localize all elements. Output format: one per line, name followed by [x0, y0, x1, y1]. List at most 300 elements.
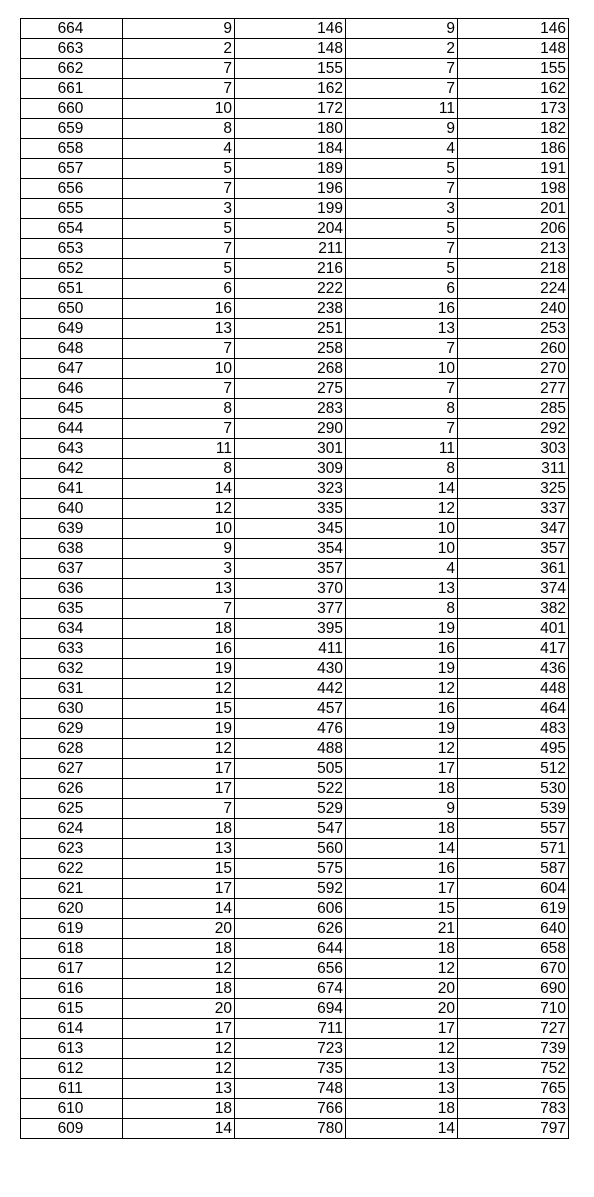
count-cell: 8	[123, 119, 235, 139]
cumulative-count-cell: 148	[235, 39, 346, 59]
count-cell: 18	[123, 619, 235, 639]
cumulative-count-cell-2: 448	[458, 679, 569, 699]
table-row	[21, 719, 569, 739]
cumulative-count-cell-2: 270	[458, 359, 569, 379]
cumulative-count-cell-2: 224	[458, 279, 569, 299]
count-cell: 7	[123, 799, 235, 819]
cumulative-count-cell: 430	[235, 659, 346, 679]
cumulative-count-cell: 560	[235, 839, 346, 859]
cumulative-count-cell: 258	[235, 339, 346, 359]
cumulative-count-cell-2: 710	[458, 999, 569, 1019]
cumulative-count-cell: 155	[235, 59, 346, 79]
cumulative-count-cell: 606	[235, 899, 346, 919]
table-row	[21, 39, 569, 59]
count-cell: 7	[123, 179, 235, 199]
table-row	[21, 999, 569, 1019]
cumulative-count-cell-2: 557	[458, 819, 569, 839]
table-row	[21, 939, 569, 959]
count-cell: 13	[123, 1079, 235, 1099]
cumulative-count-cell: 268	[235, 359, 346, 379]
cumulative-count-cell: 251	[235, 319, 346, 339]
cumulative-count-cell: 780	[235, 1119, 346, 1139]
cumulative-count-cell: 488	[235, 739, 346, 759]
cumulative-count-cell-2: 186	[458, 139, 569, 159]
cumulative-count-cell-2: 436	[458, 659, 569, 679]
count-cell-2: 8	[346, 459, 458, 479]
cumulative-count-cell-2: 530	[458, 779, 569, 799]
cumulative-count-cell: 370	[235, 579, 346, 599]
count-cell: 5	[123, 259, 235, 279]
count-cell-2: 8	[346, 599, 458, 619]
score-cell: 656	[21, 179, 123, 199]
table-row	[21, 499, 569, 519]
count-cell-2: 11	[346, 99, 458, 119]
cumulative-count-cell: 547	[235, 819, 346, 839]
table-row	[21, 1119, 569, 1139]
cumulative-count-cell-2: 148	[458, 39, 569, 59]
cumulative-count-cell: 189	[235, 159, 346, 179]
count-cell-2: 7	[346, 419, 458, 439]
count-cell-2: 19	[346, 719, 458, 739]
cumulative-count-cell: 395	[235, 619, 346, 639]
cumulative-count-cell: 172	[235, 99, 346, 119]
count-cell: 20	[123, 919, 235, 939]
score-cell: 636	[21, 579, 123, 599]
table-row	[21, 159, 569, 179]
count-cell: 17	[123, 759, 235, 779]
table-row	[21, 179, 569, 199]
cumulative-count-cell-2: 285	[458, 399, 569, 419]
count-cell-2: 7	[346, 239, 458, 259]
count-cell-2: 2	[346, 39, 458, 59]
cumulative-count-cell: 505	[235, 759, 346, 779]
score-cell: 639	[21, 519, 123, 539]
count-cell-2: 12	[346, 959, 458, 979]
table-row	[21, 419, 569, 439]
count-cell-2: 7	[346, 339, 458, 359]
table-row	[21, 99, 569, 119]
score-cell: 638	[21, 539, 123, 559]
score-cell: 653	[21, 239, 123, 259]
count-cell: 18	[123, 1099, 235, 1119]
cumulative-count-cell: 522	[235, 779, 346, 799]
count-cell-2: 18	[346, 779, 458, 799]
score-cell: 641	[21, 479, 123, 499]
count-cell-2: 16	[346, 859, 458, 879]
cumulative-count-cell: 335	[235, 499, 346, 519]
cumulative-count-cell-2: 401	[458, 619, 569, 639]
count-cell-2: 13	[346, 319, 458, 339]
count-cell-2: 7	[346, 79, 458, 99]
count-cell-2: 11	[346, 439, 458, 459]
count-cell-2: 12	[346, 499, 458, 519]
cumulative-count-cell-2: 325	[458, 479, 569, 499]
count-cell: 7	[123, 419, 235, 439]
table-row	[21, 599, 569, 619]
score-cell: 616	[21, 979, 123, 999]
cumulative-count-cell-2: 218	[458, 259, 569, 279]
count-cell-2: 12	[346, 679, 458, 699]
count-cell: 2	[123, 39, 235, 59]
table-row	[21, 119, 569, 139]
count-cell: 6	[123, 279, 235, 299]
score-cell: 627	[21, 759, 123, 779]
count-cell: 12	[123, 1059, 235, 1079]
cumulative-count-cell: 301	[235, 439, 346, 459]
cumulative-count-cell-2: 670	[458, 959, 569, 979]
cumulative-count-cell: 377	[235, 599, 346, 619]
count-cell: 16	[123, 299, 235, 319]
cumulative-count-cell-2: 155	[458, 59, 569, 79]
table-row	[21, 319, 569, 339]
score-cell: 661	[21, 79, 123, 99]
score-cell: 620	[21, 899, 123, 919]
cumulative-count-cell: 199	[235, 199, 346, 219]
count-cell: 9	[123, 539, 235, 559]
score-cell: 626	[21, 779, 123, 799]
cumulative-count-cell: 442	[235, 679, 346, 699]
cumulative-count-cell: 644	[235, 939, 346, 959]
score-cell: 658	[21, 139, 123, 159]
table-row	[21, 759, 569, 779]
score-cell: 623	[21, 839, 123, 859]
score-cell: 610	[21, 1099, 123, 1119]
count-cell: 10	[123, 99, 235, 119]
cumulative-count-cell-2: 347	[458, 519, 569, 539]
count-cell: 8	[123, 399, 235, 419]
cumulative-count-cell: 211	[235, 239, 346, 259]
cumulative-count-cell-2: 604	[458, 879, 569, 899]
count-cell-2: 17	[346, 879, 458, 899]
cumulative-count-cell: 575	[235, 859, 346, 879]
count-cell-2: 17	[346, 759, 458, 779]
score-cell: 663	[21, 39, 123, 59]
cumulative-count-cell-2: 337	[458, 499, 569, 519]
count-cell-2: 8	[346, 399, 458, 419]
cumulative-count-cell: 204	[235, 219, 346, 239]
count-cell-2: 14	[346, 479, 458, 499]
table-row	[21, 879, 569, 899]
cumulative-count-cell: 184	[235, 139, 346, 159]
score-table-container	[20, 18, 569, 1139]
count-cell-2: 14	[346, 839, 458, 859]
table-row	[21, 699, 569, 719]
count-cell: 14	[123, 899, 235, 919]
score-cell: 662	[21, 59, 123, 79]
count-cell: 17	[123, 1019, 235, 1039]
count-cell-2: 13	[346, 1059, 458, 1079]
cumulative-count-cell-2: 198	[458, 179, 569, 199]
cumulative-count-cell-2: 191	[458, 159, 569, 179]
count-cell: 7	[123, 239, 235, 259]
cumulative-count-cell-2: 206	[458, 219, 569, 239]
count-cell: 7	[123, 599, 235, 619]
count-cell-2: 4	[346, 559, 458, 579]
table-row	[21, 659, 569, 679]
score-cell: 628	[21, 739, 123, 759]
count-cell-2: 20	[346, 999, 458, 1019]
count-cell: 4	[123, 139, 235, 159]
count-cell: 5	[123, 159, 235, 179]
score-cell: 649	[21, 319, 123, 339]
cumulative-count-cell-2: 361	[458, 559, 569, 579]
count-cell: 11	[123, 439, 235, 459]
cumulative-count-cell-2: 374	[458, 579, 569, 599]
score-cell: 617	[21, 959, 123, 979]
score-cell: 631	[21, 679, 123, 699]
table-row	[21, 139, 569, 159]
count-cell: 17	[123, 779, 235, 799]
table-row	[21, 1039, 569, 1059]
count-cell: 7	[123, 79, 235, 99]
count-cell-2: 14	[346, 1119, 458, 1139]
count-cell-2: 7	[346, 179, 458, 199]
table-row	[21, 1099, 569, 1119]
cumulative-count-cell: 748	[235, 1079, 346, 1099]
count-cell-2: 6	[346, 279, 458, 299]
table-body	[21, 19, 569, 1139]
cumulative-count-cell: 196	[235, 179, 346, 199]
cumulative-count-cell-2: 587	[458, 859, 569, 879]
table-row	[21, 459, 569, 479]
table-row	[21, 219, 569, 239]
count-cell: 19	[123, 719, 235, 739]
cumulative-count-cell: 411	[235, 639, 346, 659]
count-cell: 12	[123, 739, 235, 759]
score-cell: 614	[21, 1019, 123, 1039]
count-cell-2: 13	[346, 579, 458, 599]
table-row	[21, 859, 569, 879]
count-cell: 13	[123, 579, 235, 599]
count-cell: 16	[123, 639, 235, 659]
count-cell: 5	[123, 219, 235, 239]
cumulative-count-cell-2: 495	[458, 739, 569, 759]
cumulative-count-cell-2: 539	[458, 799, 569, 819]
cumulative-count-cell: 216	[235, 259, 346, 279]
count-cell: 12	[123, 1039, 235, 1059]
score-cell: 619	[21, 919, 123, 939]
table-row	[21, 539, 569, 559]
cumulative-count-cell-2: 464	[458, 699, 569, 719]
score-cell: 637	[21, 559, 123, 579]
table-row	[21, 199, 569, 219]
cumulative-count-cell: 180	[235, 119, 346, 139]
count-cell-2: 13	[346, 1079, 458, 1099]
score-cell: 634	[21, 619, 123, 639]
score-cell: 633	[21, 639, 123, 659]
count-cell: 8	[123, 459, 235, 479]
count-cell: 14	[123, 479, 235, 499]
table-row	[21, 1079, 569, 1099]
cumulative-count-cell-2: 797	[458, 1119, 569, 1139]
count-cell: 10	[123, 359, 235, 379]
count-cell: 7	[123, 379, 235, 399]
score-cell: 621	[21, 879, 123, 899]
cumulative-count-cell: 323	[235, 479, 346, 499]
cumulative-count-cell-2: 783	[458, 1099, 569, 1119]
score-cell: 622	[21, 859, 123, 879]
score-cell: 659	[21, 119, 123, 139]
cumulative-count-cell: 529	[235, 799, 346, 819]
cumulative-count-cell: 711	[235, 1019, 346, 1039]
score-cell: 660	[21, 99, 123, 119]
cumulative-count-cell-2: 303	[458, 439, 569, 459]
count-cell-2: 5	[346, 219, 458, 239]
count-cell: 20	[123, 999, 235, 1019]
count-cell: 10	[123, 519, 235, 539]
table-row	[21, 579, 569, 599]
table-row	[21, 519, 569, 539]
cumulative-count-cell-2: 260	[458, 339, 569, 359]
table-row	[21, 59, 569, 79]
score-cell: 654	[21, 219, 123, 239]
count-cell: 7	[123, 339, 235, 359]
table-row	[21, 399, 569, 419]
table-row	[21, 919, 569, 939]
count-cell-2: 10	[346, 359, 458, 379]
cumulative-count-cell-2: 382	[458, 599, 569, 619]
count-cell-2: 20	[346, 979, 458, 999]
count-cell-2: 7	[346, 59, 458, 79]
cumulative-count-cell: 766	[235, 1099, 346, 1119]
score-cell: 643	[21, 439, 123, 459]
table-row	[21, 559, 569, 579]
table-row	[21, 379, 569, 399]
count-cell: 15	[123, 859, 235, 879]
cumulative-count-cell-2: 311	[458, 459, 569, 479]
table-row	[21, 899, 569, 919]
cumulative-count-cell: 238	[235, 299, 346, 319]
cumulative-count-cell: 357	[235, 559, 346, 579]
cumulative-count-cell-2: 201	[458, 199, 569, 219]
table-row	[21, 639, 569, 659]
score-cell: 612	[21, 1059, 123, 1079]
count-cell: 9	[123, 19, 235, 39]
table-row	[21, 779, 569, 799]
count-cell: 13	[123, 839, 235, 859]
score-cell: 650	[21, 299, 123, 319]
cumulative-count-cell: 626	[235, 919, 346, 939]
count-cell-2: 16	[346, 639, 458, 659]
cumulative-count-cell-2: 739	[458, 1039, 569, 1059]
table-row	[21, 259, 569, 279]
count-cell: 17	[123, 879, 235, 899]
cumulative-count-cell: 345	[235, 519, 346, 539]
cumulative-count-cell-2: 619	[458, 899, 569, 919]
cumulative-count-cell-2: 253	[458, 319, 569, 339]
score-cell: 615	[21, 999, 123, 1019]
score-cell: 640	[21, 499, 123, 519]
cumulative-count-cell: 457	[235, 699, 346, 719]
count-cell: 15	[123, 699, 235, 719]
count-cell-2: 18	[346, 819, 458, 839]
score-cell: 664	[21, 19, 123, 39]
cumulative-count-cell: 656	[235, 959, 346, 979]
cumulative-count-cell-2: 752	[458, 1059, 569, 1079]
count-cell-2: 9	[346, 799, 458, 819]
cumulative-count-cell: 275	[235, 379, 346, 399]
count-cell: 12	[123, 959, 235, 979]
count-cell-2: 5	[346, 159, 458, 179]
score-cell: 618	[21, 939, 123, 959]
count-cell: 3	[123, 559, 235, 579]
score-cell: 609	[21, 1119, 123, 1139]
cumulative-count-cell-2: 658	[458, 939, 569, 959]
table-row	[21, 819, 569, 839]
cumulative-count-cell-2: 162	[458, 79, 569, 99]
table-row	[21, 959, 569, 979]
score-cell: 632	[21, 659, 123, 679]
table-row	[21, 679, 569, 699]
count-cell: 3	[123, 199, 235, 219]
cumulative-count-cell: 290	[235, 419, 346, 439]
table-row	[21, 439, 569, 459]
count-cell-2: 12	[346, 1039, 458, 1059]
score-cell: 648	[21, 339, 123, 359]
cumulative-count-cell-2: 277	[458, 379, 569, 399]
cumulative-count-cell-2: 640	[458, 919, 569, 939]
score-cell: 635	[21, 599, 123, 619]
cumulative-count-cell-2: 213	[458, 239, 569, 259]
score-cell: 642	[21, 459, 123, 479]
count-cell-2: 10	[346, 539, 458, 559]
cumulative-count-cell-2: 727	[458, 1019, 569, 1039]
count-cell: 12	[123, 499, 235, 519]
count-cell: 18	[123, 979, 235, 999]
table-row	[21, 619, 569, 639]
count-cell-2: 18	[346, 939, 458, 959]
count-cell-2: 7	[346, 379, 458, 399]
cumulative-count-cell-2: 571	[458, 839, 569, 859]
cumulative-count-cell-2: 483	[458, 719, 569, 739]
score-distribution-table	[20, 18, 569, 1139]
table-row	[21, 239, 569, 259]
score-cell: 629	[21, 719, 123, 739]
table-row	[21, 979, 569, 999]
table-row	[21, 1019, 569, 1039]
count-cell: 12	[123, 679, 235, 699]
count-cell-2: 9	[346, 19, 458, 39]
count-cell: 18	[123, 939, 235, 959]
count-cell: 7	[123, 59, 235, 79]
cumulative-count-cell: 146	[235, 19, 346, 39]
cumulative-count-cell-2: 173	[458, 99, 569, 119]
score-cell: 646	[21, 379, 123, 399]
table-row	[21, 339, 569, 359]
cumulative-count-cell-2: 765	[458, 1079, 569, 1099]
cumulative-count-cell: 222	[235, 279, 346, 299]
cumulative-count-cell: 723	[235, 1039, 346, 1059]
cumulative-count-cell: 694	[235, 999, 346, 1019]
cumulative-count-cell: 735	[235, 1059, 346, 1079]
score-cell: 645	[21, 399, 123, 419]
count-cell-2: 4	[346, 139, 458, 159]
score-cell: 611	[21, 1079, 123, 1099]
score-cell: 630	[21, 699, 123, 719]
cumulative-count-cell-2: 512	[458, 759, 569, 779]
table-row	[21, 79, 569, 99]
table-row	[21, 19, 569, 39]
score-cell: 651	[21, 279, 123, 299]
cumulative-count-cell: 592	[235, 879, 346, 899]
cumulative-count-cell-2: 182	[458, 119, 569, 139]
cumulative-count-cell-2: 240	[458, 299, 569, 319]
table-row	[21, 839, 569, 859]
cumulative-count-cell: 476	[235, 719, 346, 739]
score-cell: 613	[21, 1039, 123, 1059]
count-cell-2: 18	[346, 1099, 458, 1119]
table-row	[21, 1059, 569, 1079]
